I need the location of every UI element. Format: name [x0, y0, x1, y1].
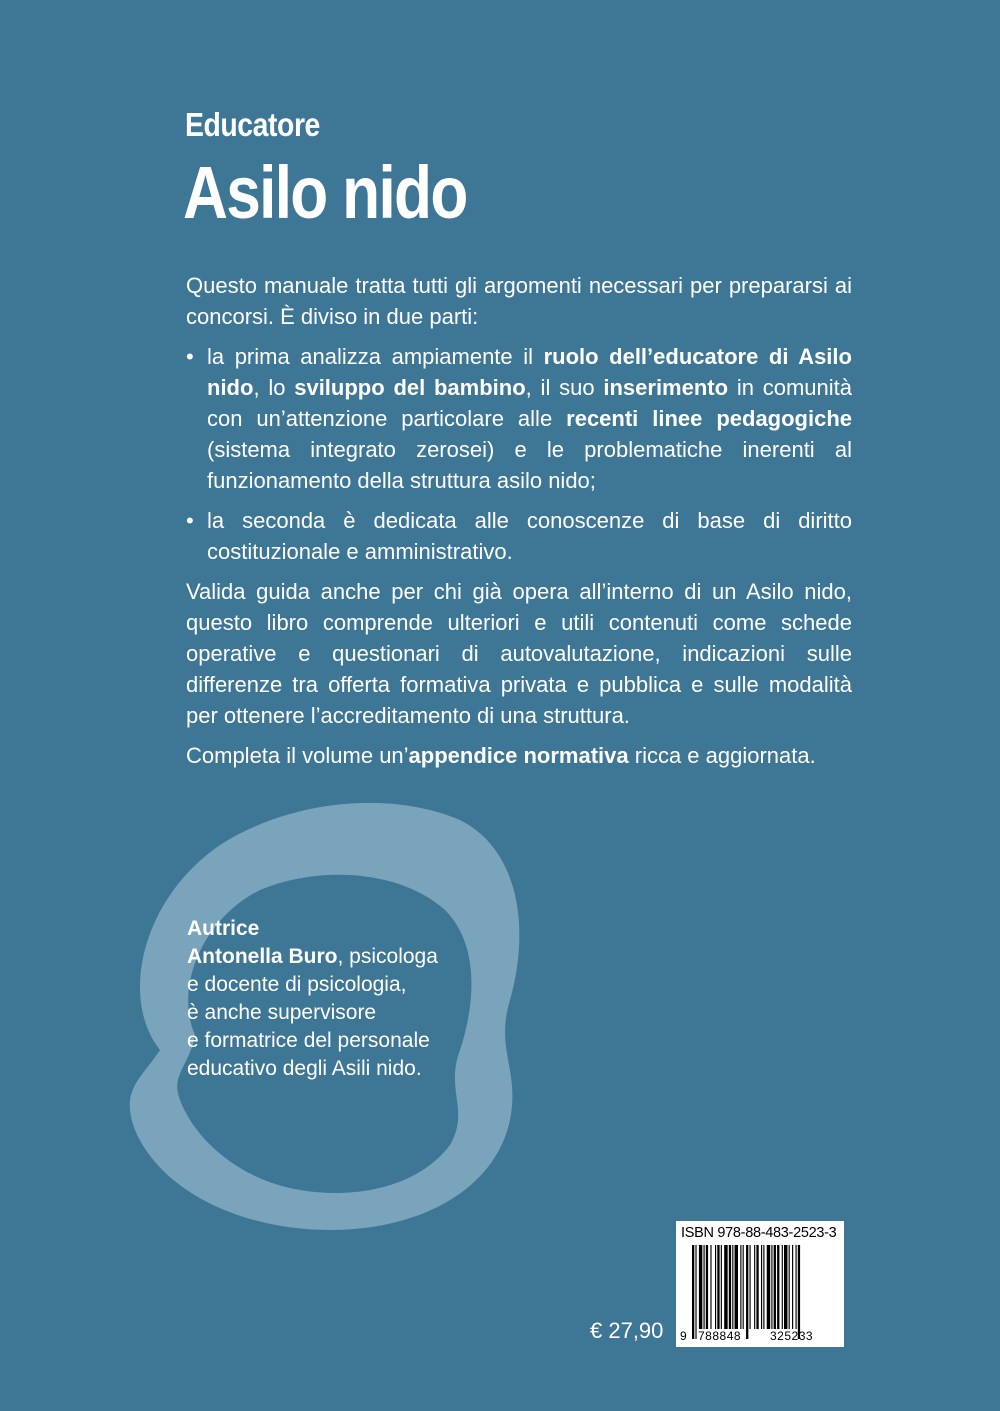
barcode-bar: [717, 1245, 719, 1329]
barcode-bar: [754, 1245, 755, 1329]
barcode-bar: [740, 1245, 741, 1329]
barcode-bar: [777, 1245, 779, 1329]
barcode-bar: [750, 1245, 751, 1329]
barcode-bar: [756, 1245, 758, 1329]
barcode-bar: [732, 1245, 733, 1329]
isbn-number: ISBN 978-88-483-2523-3: [681, 1225, 837, 1241]
barcode-bar: [774, 1245, 776, 1329]
author-name: Antonella Buro: [187, 945, 338, 968]
list-item: • la seconda è dedicata alle conoscenze di base di diritto costituzionale e amministrativo.: [186, 505, 852, 567]
barcode-bar: [706, 1245, 708, 1329]
barcode-bar: [715, 1245, 716, 1329]
bullet-icon: •: [186, 508, 194, 533]
book-description: [186, 270, 852, 780]
guide-paragraph: Valida guida anche per chi già opera all’interno di un Asilo nido, questo libro comprende ulteriori e utili contenuti come schede operative e questionari di autovalutazione, indicazioni sulle differenze tra offerta formativa privata e pubblica e sulle modalità per ottenere l’accreditamento di una struttura.: [186, 579, 852, 728]
parts-list: [186, 341, 852, 567]
book-title: Asilo nido: [183, 151, 467, 234]
barcode-bar: [692, 1245, 694, 1339]
barcode-bar: [704, 1245, 705, 1329]
list-item: • la prima analizza ampiamente il ruolo dell’educatore di Asilo nido, lo sviluppo del bambino, il suo inserimento in comunità con un’attenzione particolare alle recenti linee pedagogiche (sistema integrato zerosei) e le problematiche inerenti al funzionamento della struttura asilo nido;: [186, 341, 852, 496]
barcode-bar: [699, 1245, 702, 1329]
barcode-bar: [782, 1245, 783, 1329]
barcode-bar: [721, 1245, 722, 1329]
barcode-bar: [789, 1245, 790, 1329]
barcode-bar: [710, 1245, 711, 1329]
author-label: Autrice: [187, 917, 260, 940]
price-label: € 27,90: [590, 1318, 664, 1343]
ean-right-digits: 325233: [770, 1329, 814, 1343]
barcode-bar: [729, 1245, 731, 1329]
barcode-bar: [784, 1245, 787, 1329]
barcode-bar: [743, 1245, 744, 1329]
barcode-bar: [761, 1245, 762, 1329]
barcode-bar: [792, 1245, 793, 1329]
barcode-bar: [796, 1245, 797, 1329]
barcode: [676, 1221, 844, 1347]
barcode-bar: [735, 1245, 738, 1329]
author-box: Autrice Antonella Buro, psicologa e docente di psicologia, è anche supervisore e formatrice del personale educativo degli Asili nido.: [187, 917, 438, 1080]
barcode-bar: [767, 1245, 770, 1329]
barcode-bar: [798, 1245, 800, 1339]
barcode-bar: [695, 1245, 696, 1339]
ean-left-digits: 788848: [698, 1329, 742, 1343]
ean-first-digit: 9: [680, 1329, 688, 1343]
closing-paragraph: Completa il volume un’appendice normativa ricca e aggiornata.: [186, 743, 816, 768]
intro-paragraph: Questo manuale tratta tutti gli argomenti necessari per prepararsi ai concorsi. È diviso in due parti:: [186, 273, 852, 329]
barcode-bar: [763, 1245, 764, 1329]
barcode-bar: [771, 1245, 772, 1329]
barcode-bar: [746, 1245, 748, 1339]
series-label: Educatore: [185, 106, 320, 143]
barcode-bar: [724, 1245, 727, 1329]
bullet-icon: •: [186, 344, 194, 369]
